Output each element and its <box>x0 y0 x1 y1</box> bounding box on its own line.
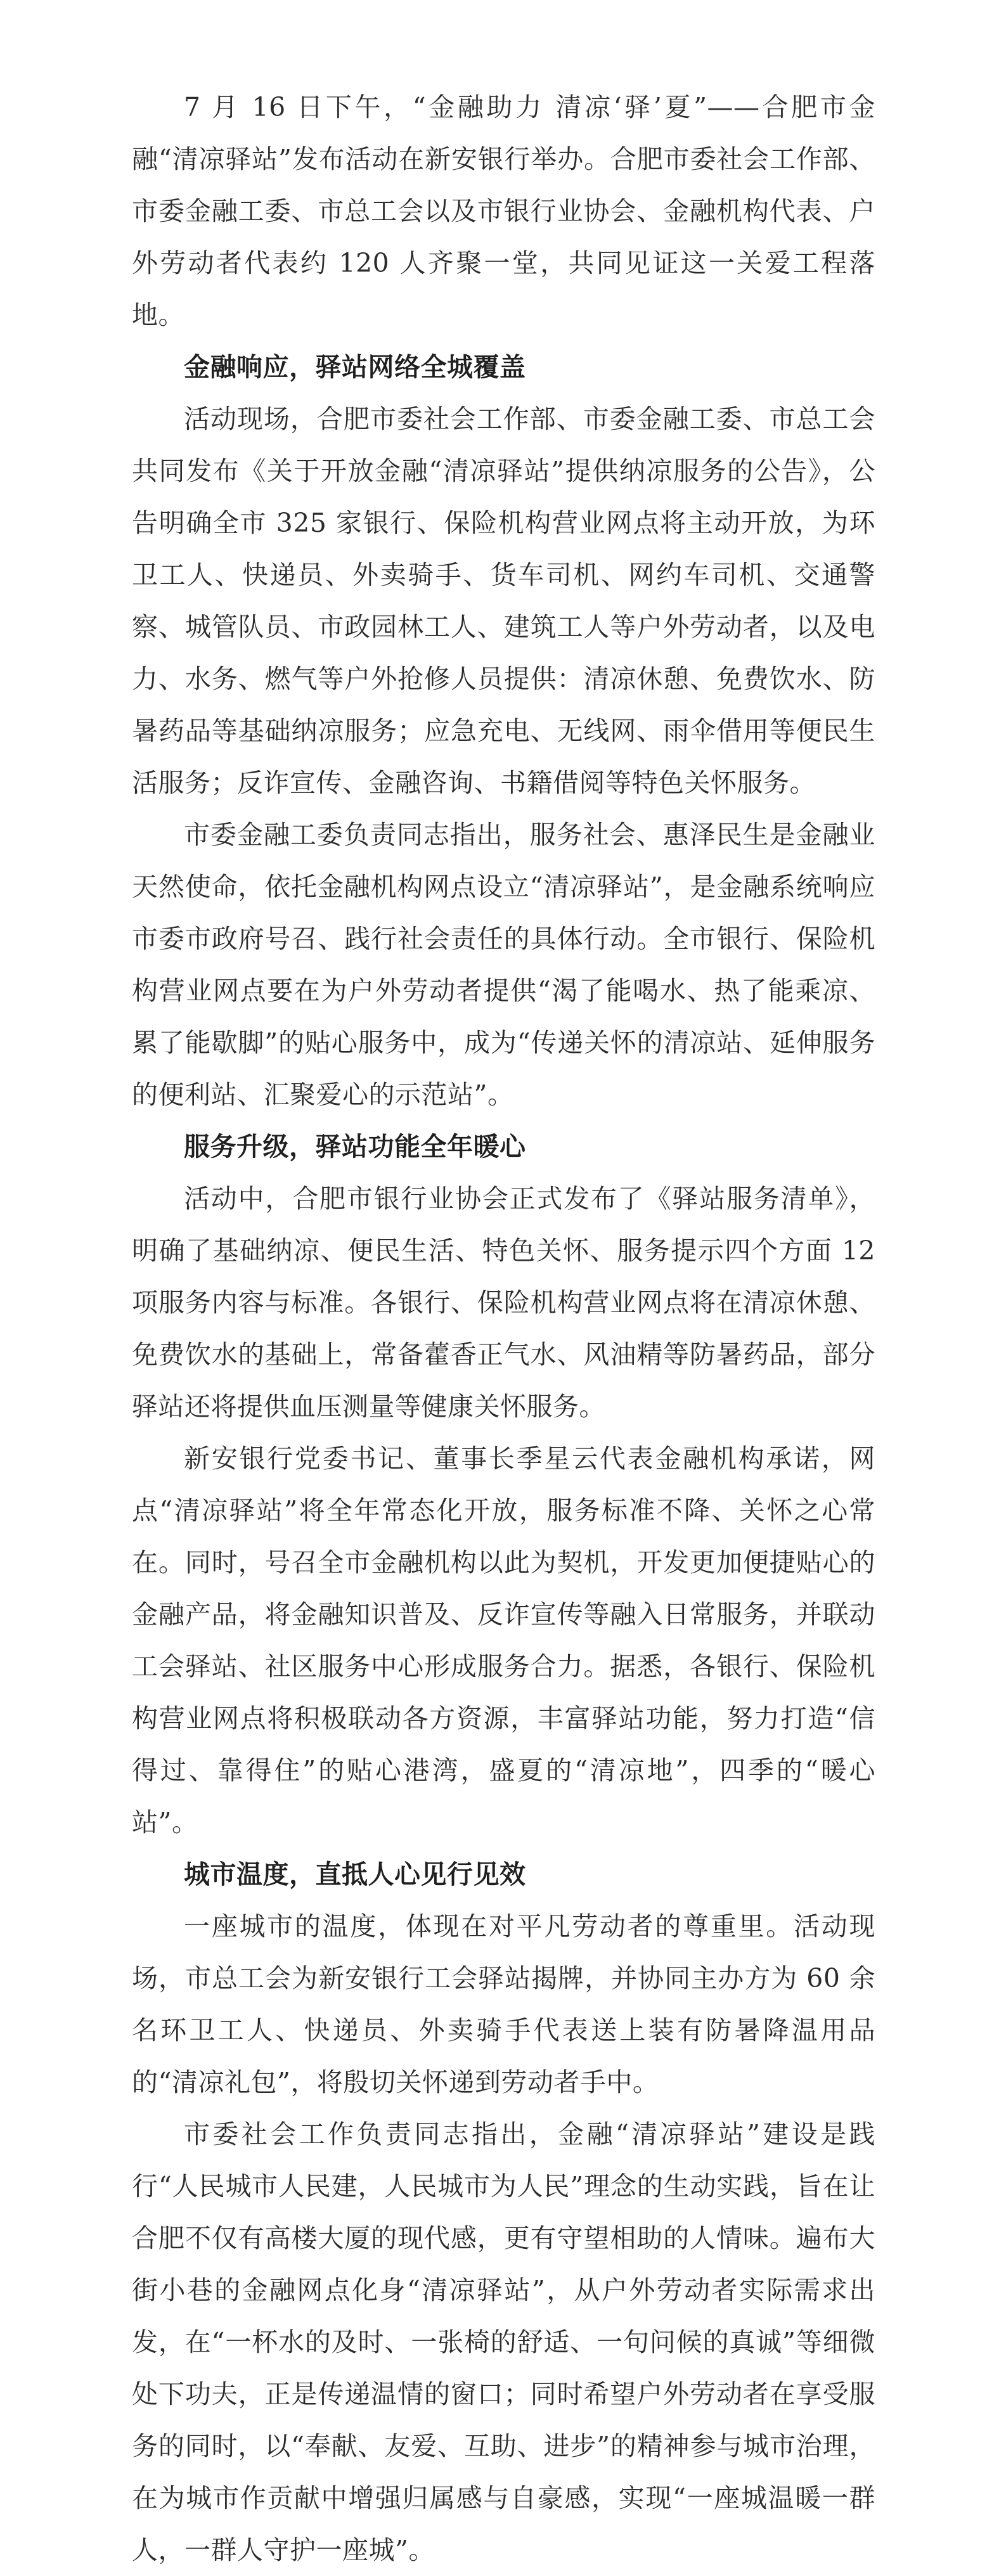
section-heading-coverage: 金融响应，驿站网络全城覆盖 <box>184 352 526 382</box>
section2-paragraph-1: 活动中，合肥市银行业协会正式发布了《驿站服务清单》，明确了基础纳凉、便民生活、特色关怀、服务提示四个方面 12 项服务内容与标准。各银行、保险机构营业网点将在清凉休憩、免费饮水的基础上，常备藿香正气水、风油精等防暑药品，部分驿站还将提供血压测量等健康关怀服务。 <box>132 1183 875 1422</box>
section3-paragraph-2: 市委社会工作负责同志指出，金融“清凉驿站”建设是践行“人民城市人民建，人民城市为人民”理念的生动实践，旨在让合肥不仅有高楼大厦的现代感，更有守望相助的人情味。遍布大街小巷的金融网点化身“清凉驿站”，从户外劳动者实际需求出发，在“一杯水的及时、一张椅的舒适、一句问候的真诚”等细微处下功夫，正是传递温情的窗口；同时希望户外劳动者在享受服务的同时，以“奉献、友爱、互助、进步”的精神参与城市治理，在为城市作贡献中增强归属感与自豪感，实现“一座城温暖一群人，一群人守护一座城”。 <box>132 2119 875 2565</box>
section3-paragraph-1: 一座城市的温度，体现在对平凡劳动者的尊重里。活动现场，市总工会为新安银行工会驿站揭牌，并协同主办方为 60 余名环卫工人、快递员、外卖骑手代表送上装有防暑降温用品的“清凉礼包”，将殷切关怀递到劳动者手中。 <box>132 1911 875 2097</box>
section1-paragraph-1: 活动现场，合肥市委社会工作部、市委金融工委、市总工会共同发布《关于开放金融“清凉驿站”提供纳凉服务的公告》，公告明确全市 325 家银行、保险机构营业网点将主动开放，为环卫工人、快递员、外卖骑手、货车司机、网约车司机、交通警察、城管队员、市政园林工人、建筑工人等户外劳动者，以及电力、水务、燃气等户外抢修人员提供：清凉休憩、免费饮水、防暑药品等基础纳凉服务；应急充电、无线网、雨伞借用等便民生活服务；反诈宣传、金融咨询、书籍借阅等特色关怀服务。 <box>132 404 875 798</box>
article-body <box>132 81 875 2576</box>
section-heading-warmth: 城市温度，直抵人心见行见效 <box>184 1859 526 1890</box>
section1-paragraph-2: 市委金融工委负责同志指出，服务社会、惠泽民生是金融业天然使命，依托金融机构网点设立“清凉驿站”，是金融系统响应市委市政府号召、践行社会责任的具体行动。全市银行、保险机构营业网点要在为户外劳动者提供“渴了能喝水、热了能乘凉、累了能歇脚”的贴心服务中，成为“传递关怀的清凉站、延伸服务的便利站、汇聚爱心的示范站”。 <box>132 820 875 1110</box>
intro-paragraph: 7 月 16 日下午，“金融助力 清凉‘驿’夏”——合肥市金融“清凉驿站”发布活动在新安银行举办。合肥市委社会工作部、市委金融工委、市总工会以及市银行业协会、金融机构代表、户外劳动者代表约 120 人齐聚一堂，共同见证这一关爱工程落地。 <box>132 92 875 330</box>
section-heading-upgrade: 服务升级，驿站功能全年暖心 <box>184 1131 526 1162</box>
section2-paragraph-2: 新安银行党委书记、董事长季星云代表金融机构承诺，网点“清凉驿站”将全年常态化开放，服务标准不降、关怀之心常在。同时，号召全市金融机构以此为契机，开发更加便捷贴心的金融产品，将金融知识普及、反诈宣传等融入日常服务，并联动工会驿站、社区服务中心形成服务合力。据悉，各银行、保险机构营业网点将积极联动各方资源，丰富驿站功能，努力打造“信得过、靠得住”的贴心港湾，盛夏的“清凉地”，四季的“暖心站”。 <box>132 1443 875 1838</box>
